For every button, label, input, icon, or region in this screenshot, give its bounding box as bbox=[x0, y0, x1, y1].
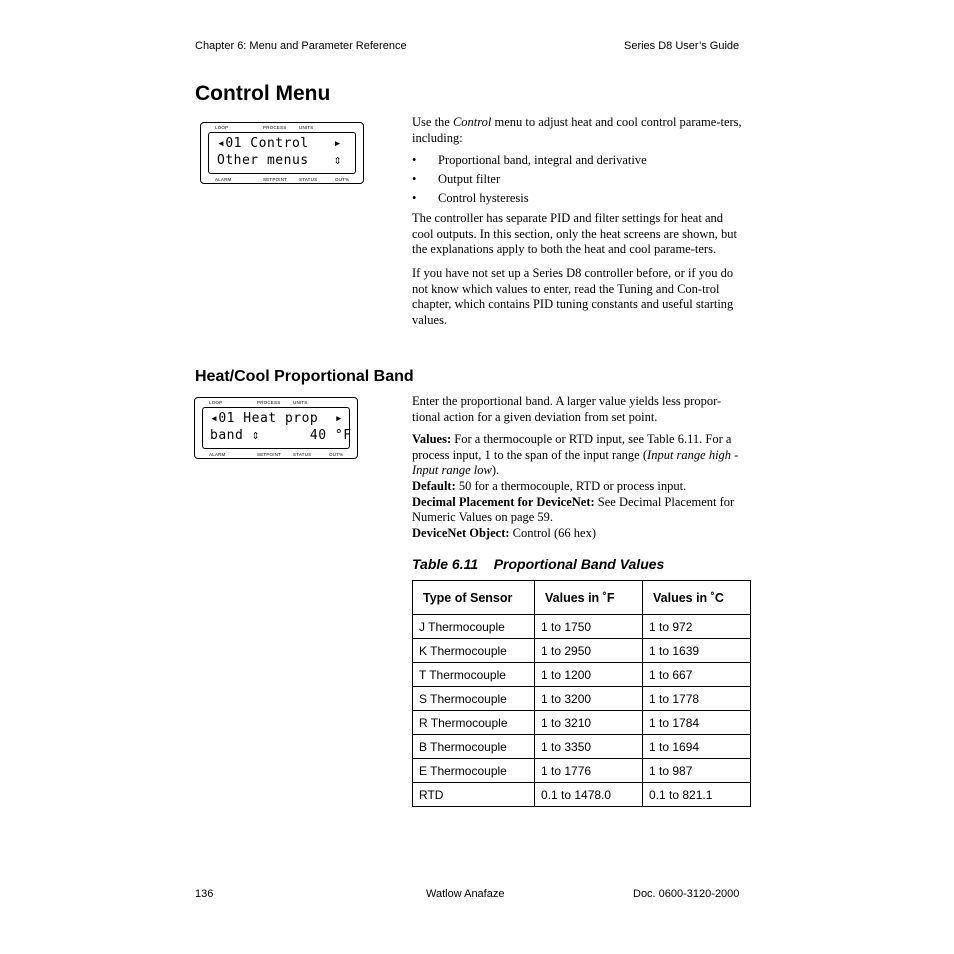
list-item: • Control hysteresis bbox=[412, 191, 529, 206]
lcd-line-1: ◂01 Heat prop ▸ bbox=[210, 411, 344, 426]
table-cell: J Thermocouple bbox=[413, 615, 535, 639]
table-cell: 0.1 to 1478.0 bbox=[535, 783, 643, 807]
column-header-celsius: Values in ˚C bbox=[643, 581, 751, 615]
table-cell: T Thermocouple bbox=[413, 663, 535, 687]
lcd-label-setpoint: SETPOINT bbox=[257, 452, 282, 457]
lcd-label-process: PROCESS bbox=[263, 125, 287, 130]
table-cell: 1 to 1778 bbox=[643, 687, 751, 711]
devicenet-object-paragraph: DeviceNet Object: Control (66 hex) bbox=[412, 525, 596, 540]
lcd-line-2: Other menus ⇕ bbox=[217, 153, 342, 168]
footer-document-number: Doc. 0600-3120-2000 bbox=[633, 888, 740, 900]
table-cell: 1 to 667 bbox=[643, 663, 751, 687]
column-header-sensor: Type of Sensor bbox=[413, 581, 535, 615]
table-cell: S Thermocouple bbox=[413, 687, 535, 711]
decimal-placement-paragraph: Decimal Placement for DeviceNet: See Decimal Placement for Numeric Values on page 59. bbox=[412, 494, 735, 525]
table-cell: 1 to 3210 bbox=[535, 711, 643, 735]
table-cell: R Thermocouple bbox=[413, 711, 535, 735]
lcd-label-status: STATUS bbox=[299, 177, 318, 182]
pid-paragraph: The controller has separate PID and filter settings for heat and cool outputs. In this section, only the heat screens are shown, but the explanations apply to both the heat and cool parame-ters. bbox=[412, 211, 737, 257]
section-title-proportional-band: Heat/Cool Proportional Band bbox=[195, 368, 414, 385]
tuning-paragraph: If you have not set up a Series D8 controller before, or if you do not know which values to enter, read the Tuning and Con-trol chapter, which contains PID tuning constants and useful starting values. bbox=[412, 265, 734, 327]
lcd-label-setpoint: SETPOINT bbox=[263, 177, 288, 182]
table-cell: 1 to 1200 bbox=[535, 663, 643, 687]
running-header-chapter: Chapter 6: Menu and Parameter Reference bbox=[195, 40, 407, 52]
lcd-line-2: band ⇕ 40 °F bbox=[210, 428, 352, 443]
table-row bbox=[413, 615, 751, 639]
list-item: • Output filter bbox=[412, 172, 501, 187]
table-cell: 1 to 1750 bbox=[535, 615, 643, 639]
table-row bbox=[413, 663, 751, 687]
lcd-label-alarm: ALARM bbox=[215, 177, 232, 182]
table-cell: 1 to 987 bbox=[643, 759, 751, 783]
table-cell: 1 to 1694 bbox=[643, 735, 751, 759]
table-row bbox=[413, 759, 751, 783]
table-cell: K Thermocouple bbox=[413, 639, 535, 663]
table-cell: 1 to 2950 bbox=[535, 639, 643, 663]
lcd-label-status: STATUS bbox=[293, 452, 312, 457]
running-header-guide: Series D8 User’s Guide bbox=[624, 40, 740, 52]
lcd-label-units: UNITS bbox=[299, 125, 314, 130]
control-menu-description bbox=[412, 115, 744, 328]
table-cell: E Thermocouple bbox=[413, 759, 535, 783]
table-cell: B Thermocouple bbox=[413, 735, 535, 759]
list-item: • Proportional band, integral and derivative bbox=[412, 153, 647, 168]
proportional-band-table bbox=[412, 580, 751, 807]
lcd-label-process: PROCESS bbox=[257, 400, 281, 405]
table-header-row bbox=[413, 581, 751, 615]
prop-band-intro: Enter the proportional band. A larger value yields less propor-tional action for a given deviation from set point. bbox=[412, 394, 722, 424]
lcd-line-1: ◂01 Control ▸ bbox=[217, 136, 342, 151]
section-title-control-menu: Control Menu bbox=[195, 82, 331, 105]
table-row bbox=[413, 687, 751, 711]
table-cell: 1 to 1776 bbox=[535, 759, 643, 783]
table-row bbox=[413, 711, 751, 735]
lcd-display-control-menu bbox=[200, 122, 364, 184]
default-paragraph: Default: 50 for a thermocouple, RTD or process input. bbox=[412, 478, 687, 493]
lcd-label-out: OUT% bbox=[335, 177, 350, 182]
table-row bbox=[413, 735, 751, 759]
lcd-label-loop: LOOP bbox=[215, 125, 229, 130]
table-row bbox=[413, 783, 751, 807]
parameter-bullet-list bbox=[412, 153, 744, 210]
table-cell: RTD bbox=[413, 783, 535, 807]
lcd-label-out: OUT% bbox=[329, 452, 344, 457]
table-caption: Table 6.11 Proportional Band Values bbox=[412, 556, 665, 572]
lcd-label-alarm: ALARM bbox=[209, 452, 226, 457]
proportional-band-description bbox=[412, 394, 744, 541]
lcd-display-heat-prop bbox=[194, 397, 358, 459]
table-cell: 1 to 3350 bbox=[535, 735, 643, 759]
values-paragraph: Values: For a thermocouple or RTD input, see Table 6.11. For a process input, 1 to the span of the input range (Input range high - Input range low). bbox=[412, 432, 739, 478]
lcd-screen bbox=[208, 132, 356, 174]
table-cell: 1 to 3200 bbox=[535, 687, 643, 711]
page-number: 136 bbox=[195, 888, 214, 900]
lcd-screen bbox=[202, 407, 350, 449]
table-cell: 1 to 1639 bbox=[643, 639, 751, 663]
column-header-fahrenheit: Values in ˚F bbox=[535, 581, 643, 615]
table-cell: 1 to 1784 bbox=[643, 711, 751, 735]
intro-paragraph: Use the Control menu to adjust heat and cool control parame-ters, including: bbox=[412, 115, 742, 145]
lcd-label-loop: LOOP bbox=[209, 400, 223, 405]
table-cell: 0.1 to 821.1 bbox=[643, 783, 751, 807]
footer-publisher: Watlow Anafaze bbox=[426, 888, 505, 900]
table-row bbox=[413, 639, 751, 663]
lcd-label-units: UNITS bbox=[293, 400, 308, 405]
table-cell: 1 to 972 bbox=[643, 615, 751, 639]
